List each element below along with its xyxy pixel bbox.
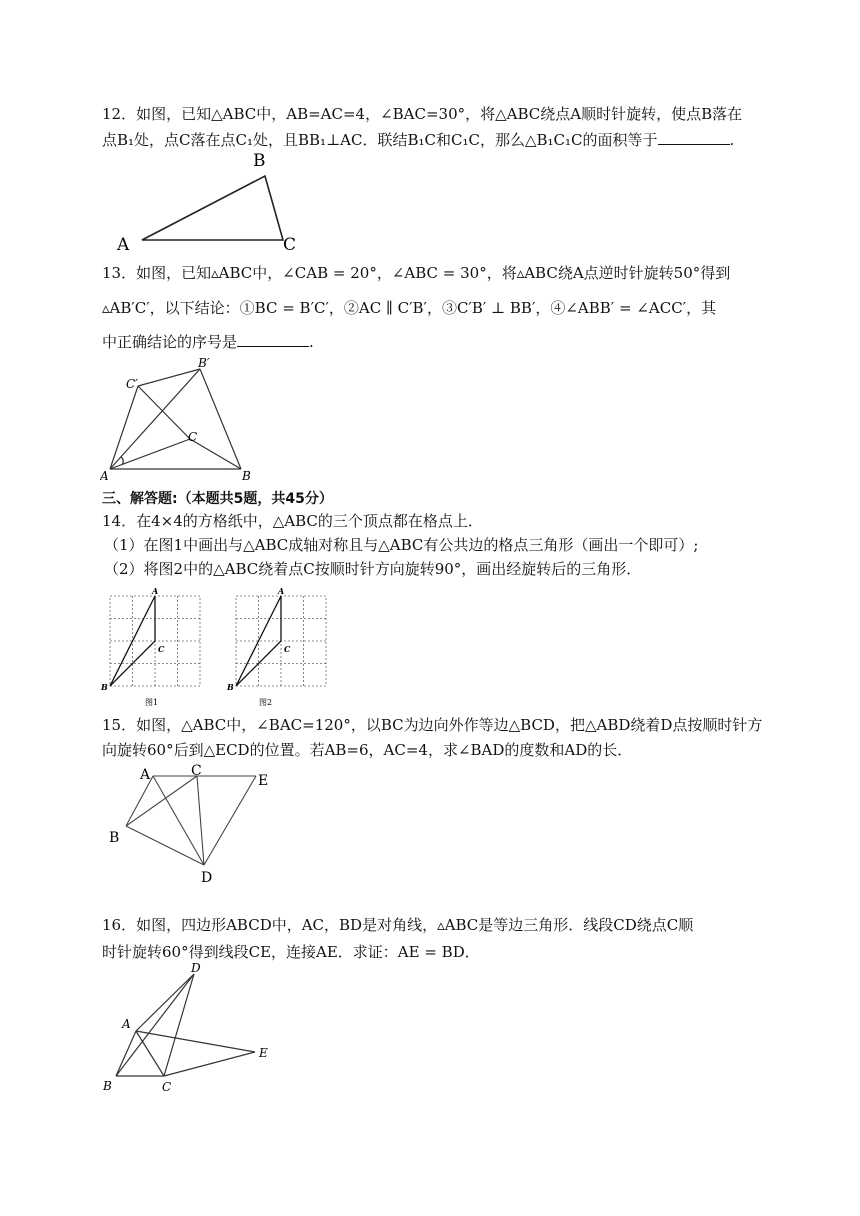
q12-line1: 12．如图，已知△ABC中，AB=AC=4，∠BAC=30°，将△ABC绕点A顺时针旋转，使点B落在 [102,105,743,123]
q15-figure [104,760,284,890]
q16-label-C: C [162,1080,172,1094]
q14-fig2-label-B: B [227,682,234,692]
q12-triangle-figure [112,148,312,256]
q13-label-B: B [242,469,251,483]
section-heading: 三、解答题:（本题共5题，共45分） [102,491,333,507]
q15-label-C: C [191,763,202,779]
q12-label-C: C [283,235,297,255]
q15-line1: 15．如图，△ABC中，∠BAC=120°，以BC为边向外作等边△BCD，把△ABD绕着D点按顺时针方 [102,716,763,734]
q14-fig2-caption: 图2 [259,698,273,707]
q14-fig1-caption: 图1 [145,698,159,707]
q13-label-Bprime: B′ [198,356,210,370]
q13-label-C: C [188,430,198,444]
q16-figure [98,958,278,1098]
q15-label-A: A [140,767,151,783]
q15-label-E: E [258,773,269,789]
q15-label-B: B [109,830,120,846]
q13-answer-blank [237,332,309,347]
q15-label-D: D [201,870,213,886]
q13-label-Cprime: C′ [126,377,138,391]
q14-fig1-label-A: A [152,586,159,596]
q13-label-A: A [100,469,109,483]
q16-line2: 时针旋转60°得到线段CE，连接AE．求证：AE = BD． [102,943,480,961]
q13-end: . [309,333,314,351]
q15-line2: 向旋转60°后到△ECD的位置。若AB=6，AC=4，求∠BAD的度数和AD的长． [102,741,633,759]
q13-line3-wrap [102,332,314,352]
q14-fig2-label-C: C [284,644,291,654]
q14-line2: （1）在图1中画出与△ABC成轴对称且与△ABC有公共边的格点三角形（画出一个即可）; [104,536,699,554]
q16-label-B: B [103,1079,112,1093]
q13-rotation-figure [100,356,260,486]
q13-line2: ▵AB′C′，以下结论：①BC = B′C′，②AC ∥ C′B′，③C′B′ ⊥ BB′，④∠ABB′ = ∠ACC′，其 [102,299,717,317]
q12-line2: 点B₁处，点C落在点C₁处，且BB₁⊥AC．联结B₁C和C₁C，那么△B₁C₁C的面积等于 [102,131,658,149]
q12-line2-wrap [102,130,734,150]
q12-answer-blank [658,130,730,145]
q14-line1: 14．在4×4的方格纸中，△ABC的三个顶点都在格点上． [102,512,483,530]
q12-label-A: A [117,235,130,255]
q14-figure-1 [100,586,210,710]
q16-label-E: E [259,1046,268,1060]
q16-label-A: A [122,1017,131,1031]
q14-figure-2 [226,586,336,710]
q13-line1: 13．如图，已知▵ABC中，∠CAB = 20°，∠ABC = 30°，将▵ABC绕A点逆时针旋转50°得到 [102,264,731,282]
q12-label-B: B [253,151,266,171]
q16-label-D: D [191,961,201,975]
q14-fig1-label-C: C [158,644,165,654]
q14-line3: （2）将图2中的△ABC绕着点C按顺时针方向旋转90°，画出经旋转后的三角形． [104,560,642,578]
q14-fig1-label-B: B [101,682,108,692]
q16-line1: 16．如图，四边形ABCD中，AC，BD是对角线，▵ABC是等边三角形．线段CD绕点C顺 [102,916,694,934]
q13-line3: 中正确结论的序号是 [102,333,238,351]
q12-end: . [729,131,735,149]
q14-fig2-label-A: A [278,586,285,596]
